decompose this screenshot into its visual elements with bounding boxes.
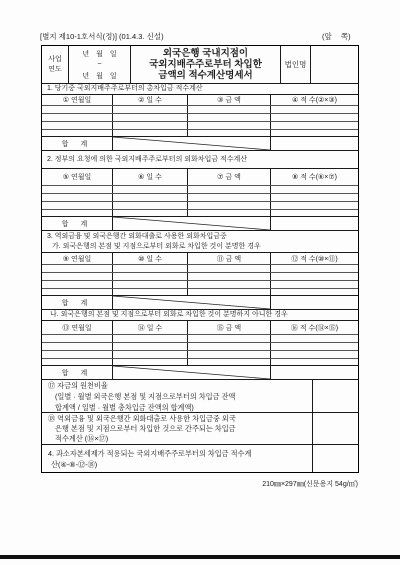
col-date-header: ① 연월일 — [62, 97, 92, 104]
date-cell — [42, 106, 112, 113]
col-accumulated-header: ⑫ 적 수(⑩×⑪) — [270, 253, 358, 264]
table-row — [42, 350, 358, 358]
item18-row — [42, 412, 358, 444]
total-slash-line — [113, 217, 270, 230]
table-row — [42, 358, 358, 365]
amount-cell — [187, 273, 270, 280]
item18-text — [48, 413, 310, 444]
table-row — [42, 342, 358, 350]
table-row — [42, 105, 358, 113]
date-cell — [42, 202, 112, 209]
amount-cell — [187, 106, 270, 113]
form-frame — [42, 46, 358, 472]
section1-header-row — [42, 94, 358, 105]
section3b-title-row — [42, 309, 358, 320]
table-row — [42, 201, 358, 209]
amount-cell — [187, 351, 270, 358]
fiscal-year-label-line: 사업 — [48, 55, 62, 63]
accumulated-cell — [270, 273, 358, 280]
corp-name-label: 법인명 — [280, 46, 310, 83]
col-days-header: ⑩ 일 수 — [112, 253, 187, 264]
days-cell — [112, 265, 187, 272]
col-accumulated-header: ⑯ 적 수(⑭×⑮) — [270, 321, 358, 334]
table-row — [42, 272, 358, 280]
date-cell — [42, 122, 112, 129]
col-amount-header: ⑪ 금 액 — [187, 253, 270, 264]
accumulated-cell — [270, 114, 358, 121]
accumulated-cell — [270, 343, 358, 350]
col-date-header: ⑨ 연월일 — [62, 255, 92, 263]
table-row — [42, 121, 358, 129]
total-accumulated-cell — [270, 217, 358, 230]
amount-cell — [187, 186, 270, 193]
days-cell — [112, 202, 187, 209]
days-cell — [112, 343, 187, 350]
form-title — [130, 46, 280, 83]
item17-line: 합계액 / 일별 · 월별 총차입금 잔액의 합계액) — [55, 402, 194, 412]
total-label: 합 계 — [61, 299, 93, 307]
col-amount-header: ③ 금 액 — [187, 95, 270, 105]
section2-header-row — [42, 168, 358, 185]
days-cell — [112, 122, 187, 129]
page-side-label: (앞 쪽) — [322, 32, 351, 41]
table-row — [42, 129, 358, 136]
section3-title-row — [42, 230, 358, 252]
table-row — [42, 280, 358, 288]
header-block — [42, 46, 358, 83]
fiscal-period — [68, 46, 130, 83]
item18-line: 적수계산 (⑯×⑰) — [55, 433, 109, 443]
section1-title-row — [42, 83, 358, 94]
total-label: 합 계 — [61, 369, 93, 377]
item4-line: 4. 과소자본세제가 적용되는 국외지배주주로부터의 차입금 적수계 — [48, 448, 252, 458]
section3a-total-row — [42, 295, 358, 309]
period-end: 년 월 일 — [82, 72, 117, 80]
form-number: [별지 제10-1호서식(정)] (01.4.3. 신설) — [40, 32, 164, 41]
accumulated-cell — [270, 186, 358, 193]
date-cell — [42, 194, 112, 201]
date-cell — [42, 343, 112, 350]
amount-cell — [187, 114, 270, 121]
table-row — [42, 185, 358, 193]
accumulated-cell — [270, 106, 358, 113]
form-title-line: 국외지배주주로부터 차입한 — [149, 59, 262, 70]
date-cell — [42, 335, 112, 342]
total-slashed-cell — [112, 217, 270, 230]
total-label: 합 계 — [61, 220, 93, 228]
total-label: 합 계 — [61, 140, 93, 148]
scan-edge-bar — [0, 555, 400, 559]
table-row — [42, 113, 358, 121]
item18-value — [312, 413, 358, 444]
table-row — [42, 193, 358, 201]
table-row — [42, 264, 358, 272]
section2-total-row — [42, 216, 358, 230]
days-cell — [112, 186, 187, 193]
total-slash-line — [113, 366, 270, 379]
corp-name-value — [310, 46, 358, 83]
date-cell — [42, 114, 112, 121]
col-date-header: ⑤ 연월일 — [62, 174, 92, 181]
form-title-line: 금액의 적수계산명세서 — [158, 70, 253, 81]
section2-title-row — [42, 150, 358, 168]
days-cell — [112, 114, 187, 121]
total-slashed-cell — [112, 137, 270, 150]
amount-cell — [187, 194, 270, 201]
accumulated-cell — [270, 281, 358, 288]
days-cell — [112, 106, 187, 113]
section1-total-row — [42, 136, 358, 150]
days-cell — [112, 273, 187, 280]
date-cell — [42, 281, 112, 288]
days-cell — [112, 351, 187, 358]
accumulated-cell — [270, 351, 358, 358]
total-slash-line — [113, 137, 270, 150]
total-slashed-cell — [112, 296, 270, 309]
table-row — [42, 288, 358, 295]
col-date-header: ⑬ 연월일 — [62, 324, 92, 332]
item18-line: 은행 본점 및 지점으로부터 차입한 것으로 간주되는 차입금 — [55, 423, 236, 433]
amount-cell — [187, 281, 270, 288]
date-cell — [42, 265, 112, 272]
section3a-header-row — [42, 252, 358, 264]
item17-value — [312, 380, 358, 412]
col-days-header: ⑭ 일 수 — [112, 321, 187, 334]
item17-line: (일별 · 월별 외국은행 본점 및 지점으로부터의 차입금 잔액 — [55, 391, 236, 401]
item4-row — [42, 444, 358, 472]
section3-title — [47, 231, 353, 252]
accumulated-cell — [270, 265, 358, 272]
item17-line: ⑰ 자금의 원천비율 — [48, 380, 108, 390]
total-slashed-cell — [112, 366, 270, 379]
period-separator: ~ — [97, 61, 102, 68]
total-accumulated-cell — [270, 137, 358, 150]
date-cell — [42, 186, 112, 193]
amount-cell — [187, 343, 270, 350]
amount-cell — [187, 122, 270, 129]
col-amount-header: ⑦ 금 액 — [187, 169, 270, 185]
col-accumulated-header: ④ 적 수(②×③) — [270, 95, 358, 105]
accumulated-cell — [270, 194, 358, 201]
item4-value — [312, 445, 358, 472]
paper-spec: 210㎜×297㎜(신문용지 54g/㎡) — [262, 481, 358, 488]
section3a-title: 가. 외국은행의 본점 및 지점으로부터 외화로 차입한 것이 분명한 경우 — [52, 242, 261, 250]
amount-cell — [187, 335, 270, 342]
col-days-header: ⑥ 일 수 — [112, 169, 187, 185]
date-cell — [42, 351, 112, 358]
section3-title-line: 3. 역외금융 및 외국은행간 외화대출로 사용한 외화차입금중 — [47, 232, 227, 240]
total-accumulated-cell — [270, 366, 358, 379]
total-slash-line — [113, 296, 270, 309]
date-cell — [42, 273, 112, 280]
total-accumulated-cell — [270, 296, 358, 309]
section3b-header-row — [42, 320, 358, 334]
col-amount-header: ⑮ 금 액 — [187, 321, 270, 334]
amount-cell — [187, 202, 270, 209]
accumulated-cell — [270, 335, 358, 342]
days-cell — [112, 194, 187, 201]
item17-text — [48, 380, 310, 412]
col-days-header: ② 일 수 — [112, 95, 187, 105]
item4-line: 산(④-⑧-⑫-⑱) — [51, 459, 98, 469]
amount-cell — [187, 265, 270, 272]
accumulated-cell — [270, 202, 358, 209]
days-cell — [112, 281, 187, 288]
col-accumulated-header: ⑧ 적 수(⑥×⑦) — [270, 169, 358, 185]
item4-text — [48, 445, 310, 472]
item17-row — [42, 379, 358, 412]
days-cell — [112, 335, 187, 342]
section1-title: 1. 당기중 국외지배주주로부터의 총차입금 적수계산 — [47, 85, 203, 92]
table-row — [42, 334, 358, 342]
accumulated-cell — [270, 122, 358, 129]
period-start: 년 월 일 — [82, 50, 117, 58]
fiscal-year-label — [42, 46, 68, 83]
section3b-title: 나. 외국은행의 본점 및 지점으로부터 외화로 차입한 것이 분명하지 아니한 경우 — [50, 311, 288, 318]
form-title-line: 외국은행 국내지점이 — [162, 48, 249, 59]
fiscal-year-label-line: 연도 — [48, 65, 62, 73]
section3b-total-row — [42, 365, 358, 379]
section2-title: 2. 정부의 요청에 의한 국외지배주주로부터의 외화차입금 적수계산 — [47, 155, 248, 163]
item18-line: ⑱ 역외금융 및 외국은행간 외화대출로 사용한 차입금중 외국 — [48, 413, 236, 423]
table-row — [42, 209, 358, 216]
